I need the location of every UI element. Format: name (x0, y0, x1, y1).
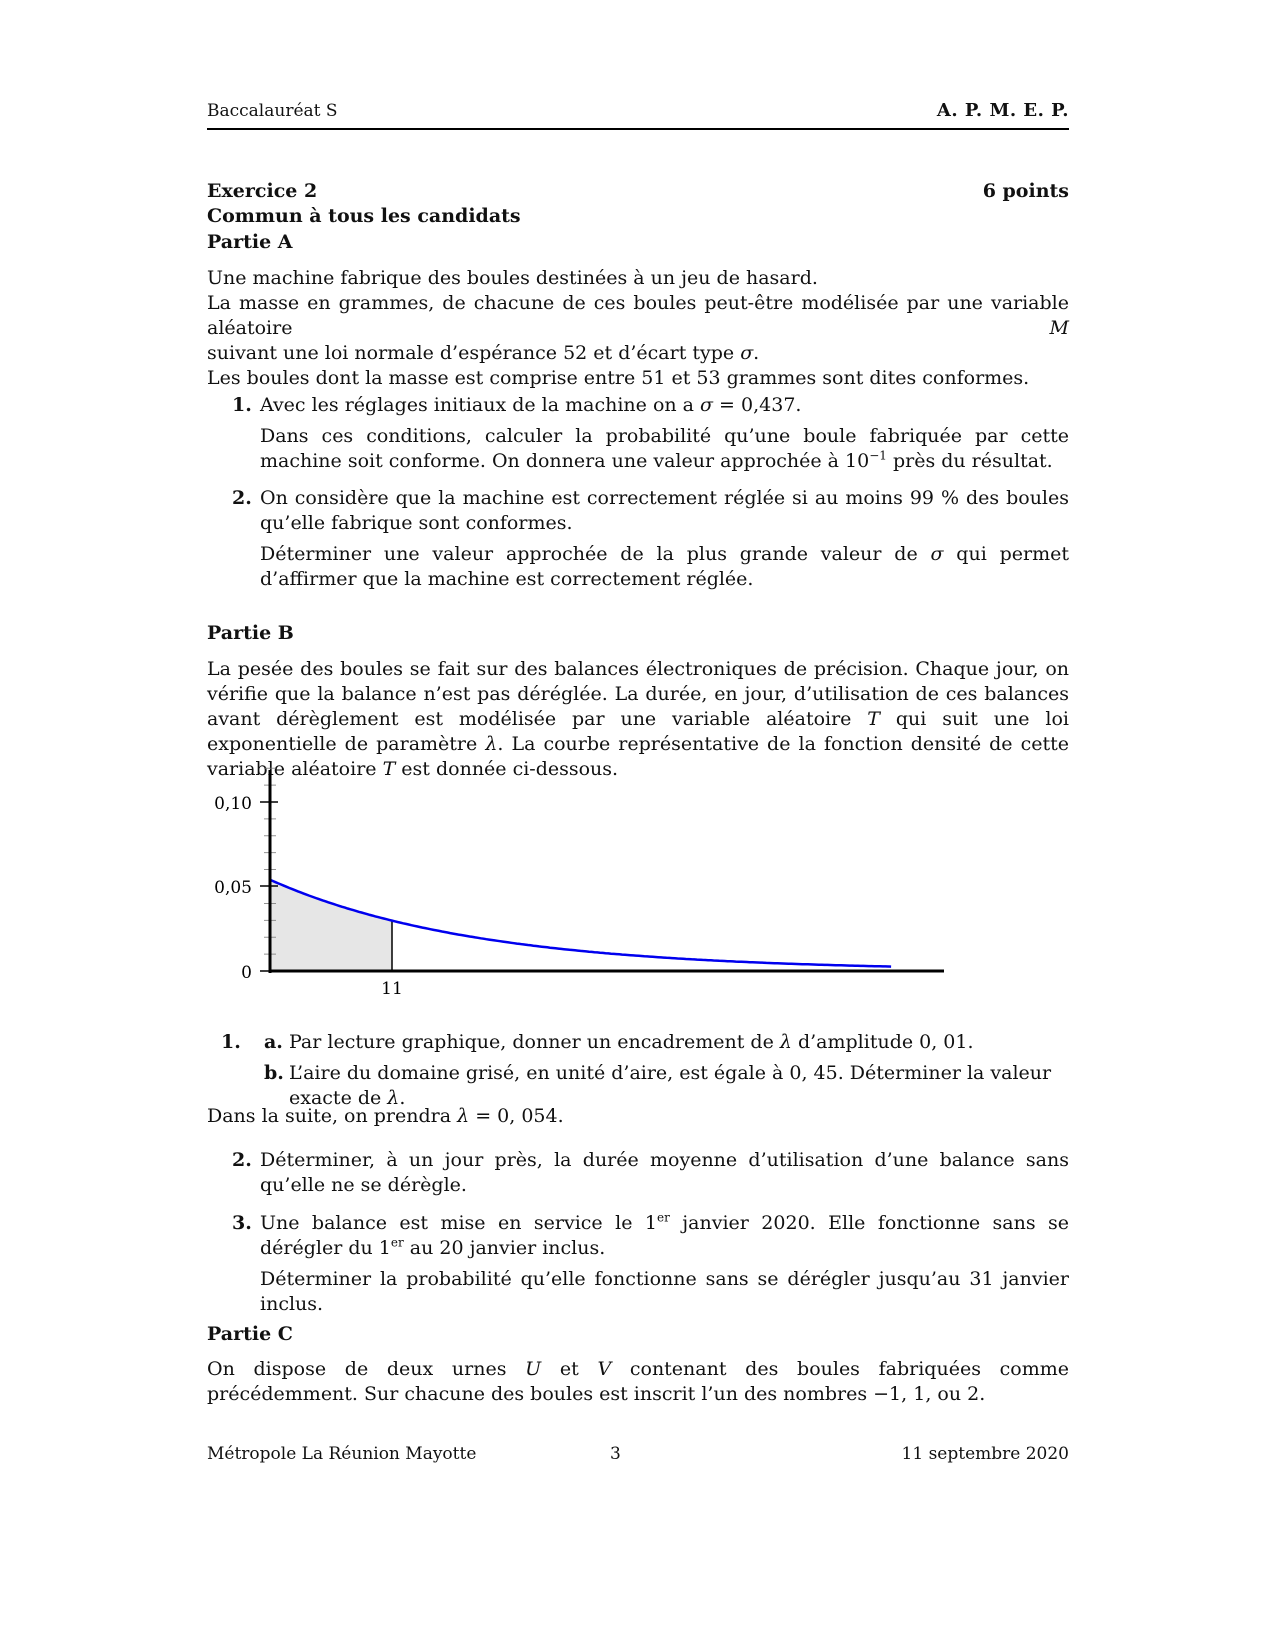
partB-q2-text: Déterminer, à un jour près, la durée moyenne d’utilisation d’une balance sans qu’elle ne se dérègle. (260, 1149, 1069, 1196)
partB-question-2 (207, 1148, 1069, 1204)
partA-q2-setup: On considère que la machine est correctement réglée si au moins 99 % des boules qu’elle fabrique sont conformes. (260, 487, 1069, 534)
page-header (207, 100, 1069, 130)
question-number: 1. (221, 1031, 241, 1053)
partA-q1-setup: Avec les réglages initiaux de la machine on a σ = 0,437. (260, 394, 802, 416)
partA-title: Partie A (207, 231, 293, 253)
y-tick-label-0: 0 (241, 963, 252, 983)
partB-q1b-text: L’aire du domaine grisé, en unité d’aire, est égale à 0, 45. Déterminer la valeur exacte de λ. (289, 1062, 1052, 1109)
partB-intro: La pesée des boules se fait sur des balances électroniques de précision. Chaque jour, on vérifie que la balance n’est pas déréglée. La durée, en jour, d’utilisation de ces balances avant dérèglement est modélisée par une variable aléatoire T qui suit une loi exponentielle de paramètre λ. La courbe représentative de la fonction densité de cette variable aléatoire T est donnée ci-dessous. (207, 658, 1069, 780)
partA-intro-line1: Une machine fabrique des boules destinées à un jeu de hasard. (207, 267, 818, 289)
partB-question-3 (207, 1211, 1069, 1323)
exercise-points: 6 points (982, 180, 1069, 202)
partA-intro (207, 266, 1069, 391)
header-left: Baccalauréat S (207, 101, 338, 121)
question-number: 3. (232, 1212, 252, 1234)
question-number: 1. (232, 394, 252, 416)
header-right: A. P. M. E. P. (936, 100, 1069, 121)
shaded-area (270, 880, 392, 971)
subquestion-letter: b. (264, 1062, 284, 1084)
exercise-title: Exercice 2 (207, 180, 318, 202)
partB-q3-setup: Une balance est mise en service le 1er janvier 2020. Elle fonctionne sans se dérégler du 1er au 20 janvier inclus. (260, 1210, 1069, 1259)
density-chart (0, 760, 1275, 1005)
chart-area (214, 768, 944, 999)
footer-left: Métropole La Réunion Mayotte (207, 1444, 477, 1464)
partB-q1a-text: Par lecture graphique, donner un encadrement de λ d’amplitude 0, 01. (289, 1031, 974, 1053)
partC-title: Partie C (207, 1323, 293, 1345)
partA-question-2 (207, 486, 1069, 598)
partA-intro-line2: La masse en grammes, de chacune de ces boules peut-être modélisée par une variable aléatoire M (207, 292, 1069, 339)
partC-intro: On dispose de deux urnes U et V contenant des boules fabriquées comme précédemment. Sur chacune des boules est inscrit l’un des nombres −1, 1, ou 2. (207, 1358, 1069, 1405)
partB-q3-task: Déterminer la probabilité qu’elle fonctionne sans se dérégler jusqu’au 31 janvier inclus. (260, 1268, 1069, 1315)
partA-intro-line4: Les boules dont la masse est comprise entre 51 et 53 grammes sont dites conformes. (207, 367, 1030, 389)
question-number: 2. (232, 1149, 252, 1171)
question-number: 2. (232, 487, 252, 509)
partA-intro-line3: suivant une loi normale d’espérance 52 et d’écart type σ. (207, 342, 760, 364)
y-tick-label-0-10: 0,10 (214, 794, 252, 814)
partB-suite: Dans la suite, on prendra λ = 0, 054. (207, 1105, 564, 1127)
partA-q2-task: Déterminer une valeur approchée de la plus grande valeur de σ qui permet d’affirmer que la machine est correctement réglée. (260, 543, 1069, 590)
exercise-subtitle: Commun à tous les candidats (207, 205, 521, 227)
footer-right: 11 septembre 2020 (901, 1444, 1069, 1464)
var-M: M (1049, 317, 1069, 339)
y-tick-label-0-05: 0,05 (214, 878, 252, 898)
page-number: 3 (610, 1444, 621, 1464)
x-tick-label-11: 11 (381, 979, 403, 999)
partB-title: Partie B (207, 622, 294, 644)
partA-q1-task: Dans ces conditions, calculer la probabilité qu’une boule fabriquée par cette machine soit conforme. On donnera une valeur approchée à $10^{-1}$ près du résultat. (260, 425, 1069, 472)
partA-question-1 (207, 393, 1069, 480)
subquestion-letter: a. (264, 1031, 283, 1053)
